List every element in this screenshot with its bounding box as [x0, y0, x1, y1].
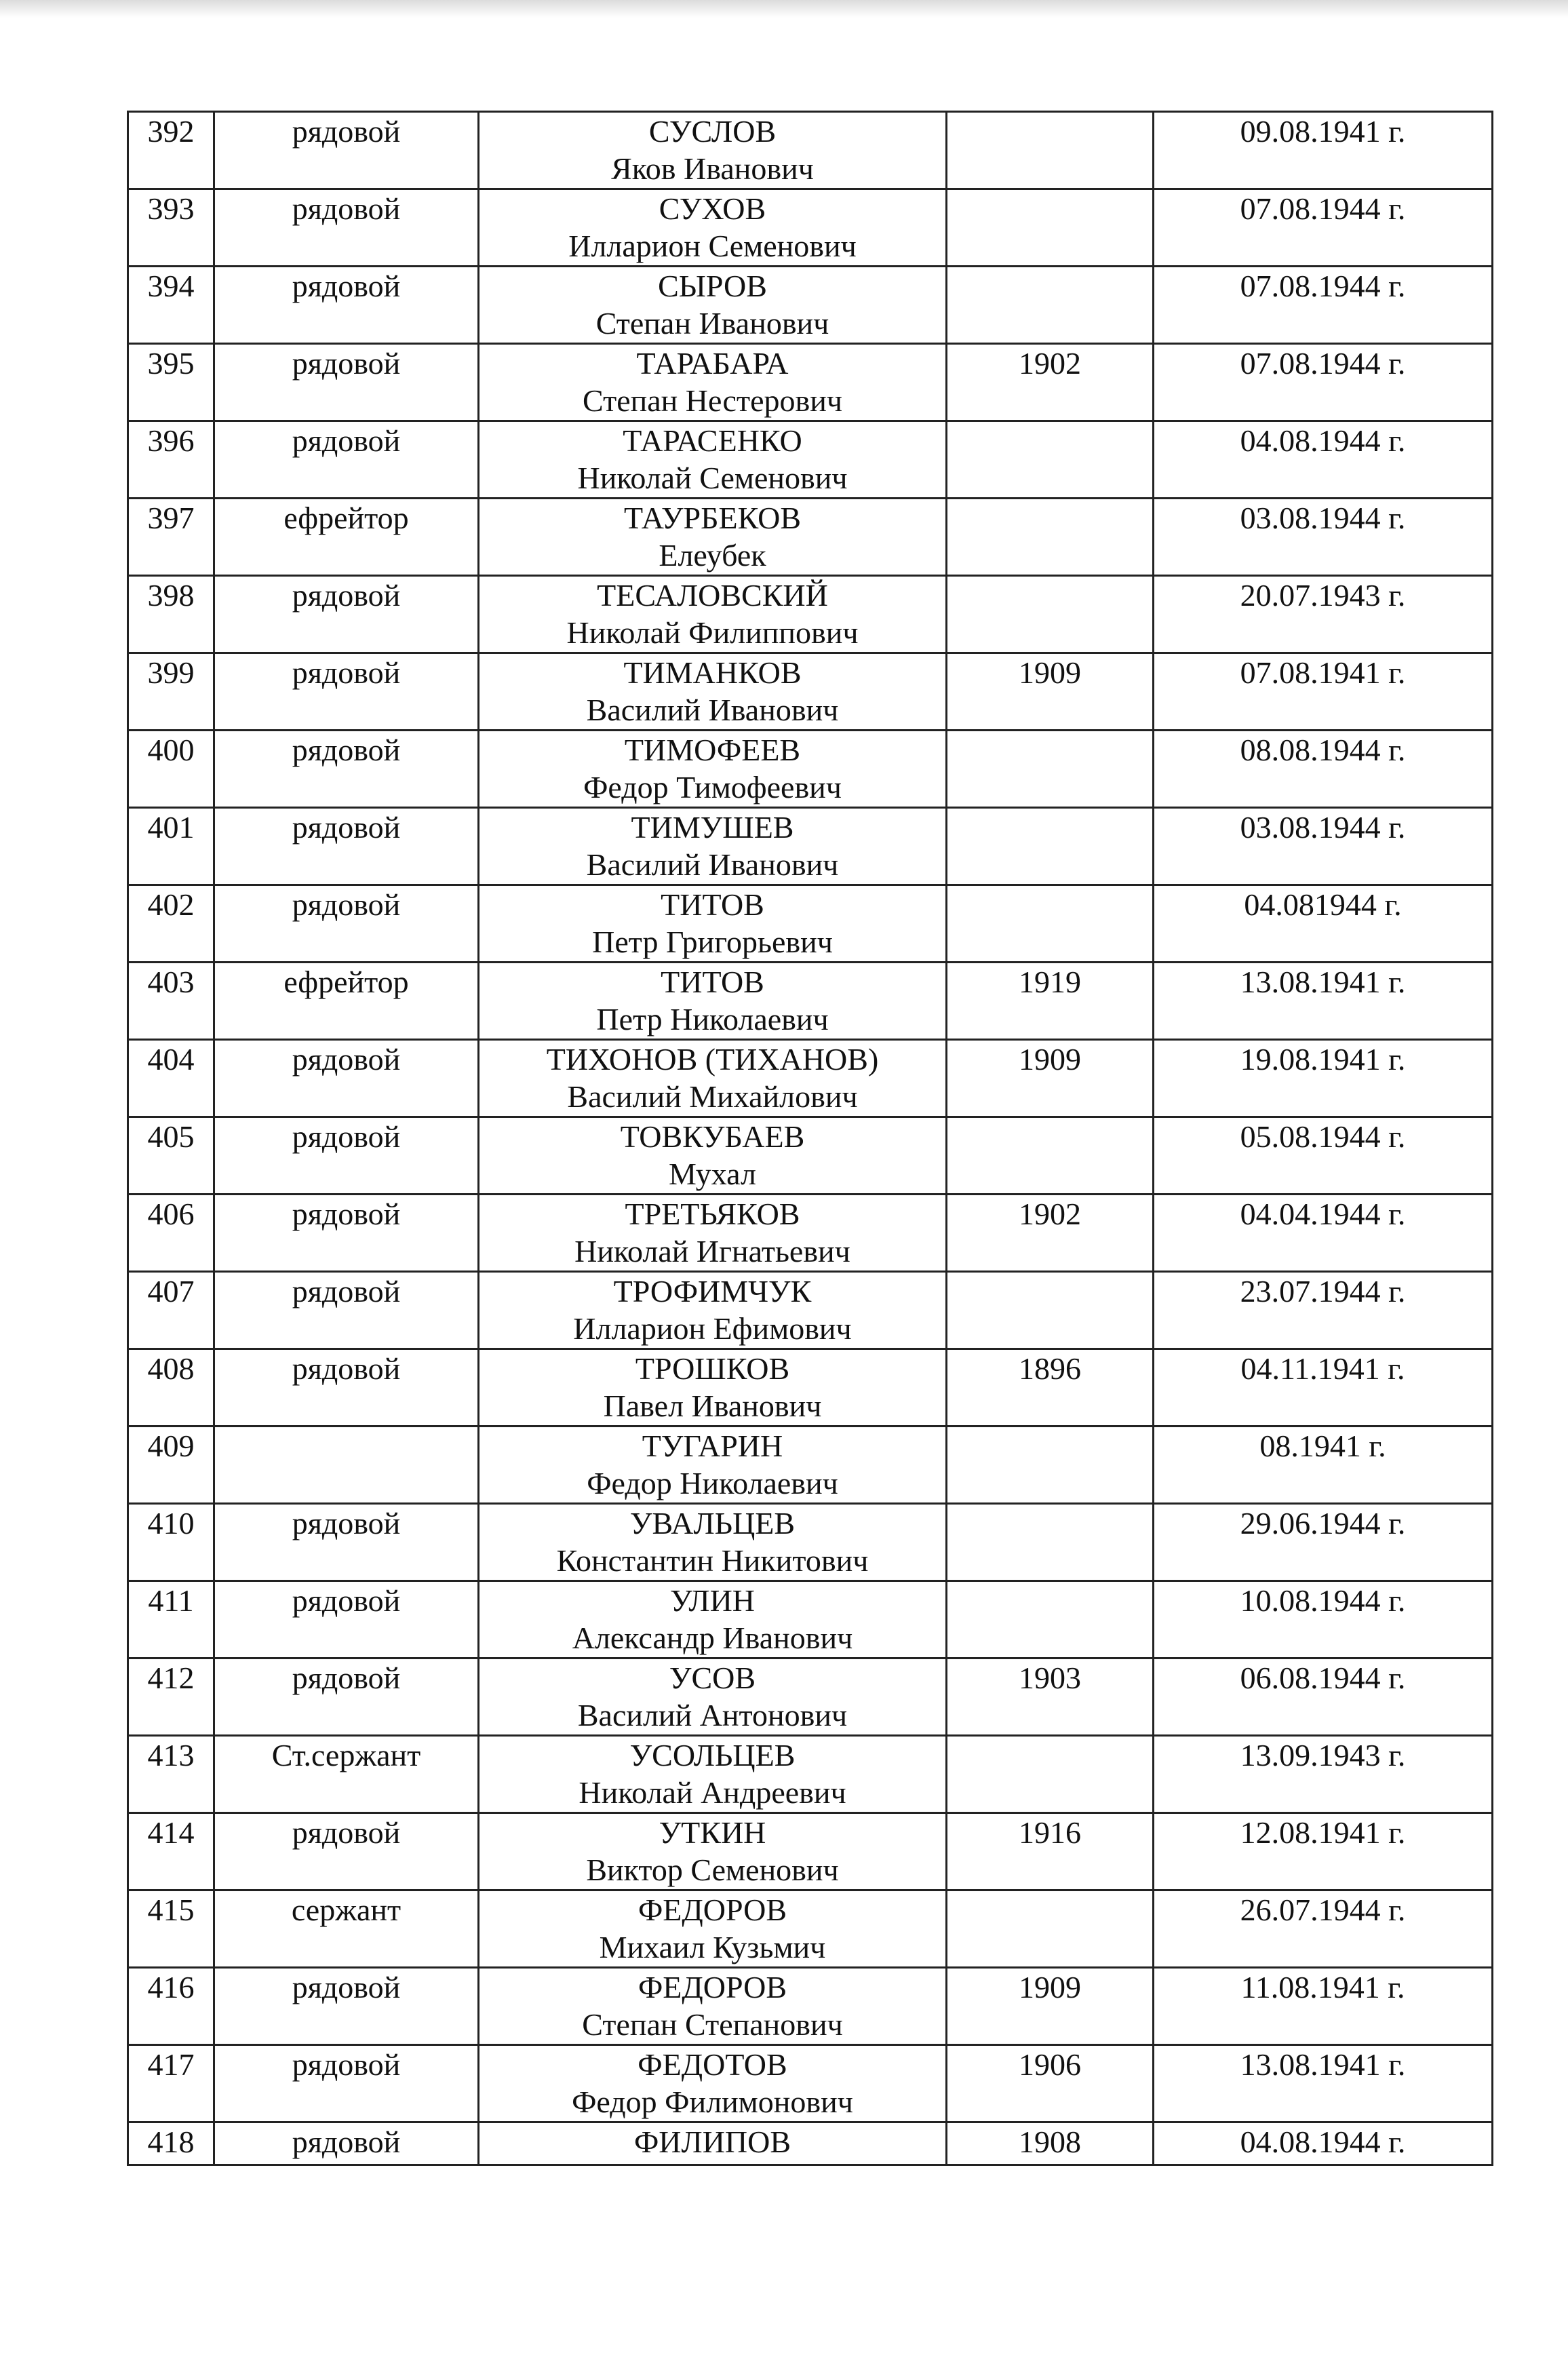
given-name-patronymic: Илларион Ефимович	[573, 1311, 852, 1346]
full-name-cell	[479, 731, 947, 808]
birth-year	[947, 808, 1154, 885]
military-rank: рядовой	[214, 885, 479, 963]
given-name-patronymic: Николай Филиппович	[566, 615, 859, 650]
military-rank: ефрейтор	[214, 499, 479, 576]
given-name-patronymic: Александр Иванович	[572, 1621, 853, 1655]
given-name-patronymic: Михаил Кузьмич	[599, 1930, 826, 1964]
military-rank: сержант	[214, 1890, 479, 1968]
surname: ТИХОНОВ (ТИХАНОВ)	[546, 1042, 879, 1077]
row-number: 392	[128, 112, 214, 189]
given-name-patronymic: Петр Николаевич	[596, 1002, 829, 1036]
military-rank: рядовой	[214, 1272, 479, 1349]
given-name-patronymic: Яков Иванович	[611, 151, 814, 186]
row-number: 418	[128, 2122, 214, 2165]
birth-year	[947, 1581, 1154, 1659]
surname: ТОВКУБАЕВ	[620, 1119, 805, 1154]
surname: ТРЕТЬЯКОВ	[625, 1197, 800, 1231]
given-name-patronymic: Василий Иванович	[586, 847, 839, 882]
table-row	[128, 344, 1493, 421]
table-row	[128, 2045, 1493, 2122]
row-number: 410	[128, 1504, 214, 1581]
military-rank: рядовой	[214, 576, 479, 653]
surname: УЛИН	[669, 1583, 756, 1618]
row-number: 396	[128, 421, 214, 499]
row-number: 397	[128, 499, 214, 576]
military-rank	[214, 1427, 479, 1504]
military-rank: рядовой	[214, 2122, 479, 2165]
surname: СУХОВ	[659, 191, 766, 226]
military-rank: рядовой	[214, 1195, 479, 1272]
surname: ФИЛИПОВ	[633, 2125, 791, 2159]
table-row	[128, 1736, 1493, 1813]
full-name-cell	[479, 421, 947, 499]
full-name-cell	[479, 1890, 947, 1968]
table-row	[128, 499, 1493, 576]
birth-year: 1909	[947, 1968, 1154, 2045]
full-name-cell	[479, 189, 947, 267]
row-number: 407	[128, 1272, 214, 1349]
military-rank: рядовой	[214, 421, 479, 499]
death-date: 07.08.1941 г.	[1154, 653, 1493, 731]
surname: ТИМОФЕЕВ	[624, 733, 801, 767]
death-date: 08.08.1944 г.	[1154, 731, 1493, 808]
surname: УВАЛЬЦЕВ	[629, 1506, 796, 1540]
surname: ТАРАСЕНКО	[623, 423, 802, 458]
table-row	[128, 112, 1493, 189]
full-name-cell	[479, 1195, 947, 1272]
table-row	[128, 885, 1493, 963]
given-name-patronymic: Елеубек	[659, 538, 766, 573]
full-name-cell	[479, 344, 947, 421]
military-rank: рядовой	[214, 731, 479, 808]
death-date: 06.08.1944 г.	[1154, 1659, 1493, 1736]
given-name-patronymic: Мухал	[669, 1157, 756, 1191]
surname: СЫРОВ	[658, 269, 767, 303]
military-rank: ефрейтор	[214, 963, 479, 1040]
given-name-patronymic: Павел Иванович	[603, 1389, 822, 1423]
surname: ФЕДОРОВ	[638, 1970, 787, 2004]
birth-year	[947, 1427, 1154, 1504]
death-date: 12.08.1941 г.	[1154, 1813, 1493, 1890]
given-name-patronymic: Василий Иванович	[586, 693, 839, 727]
table-row	[128, 1272, 1493, 1349]
table-row	[128, 1117, 1493, 1195]
table-row	[128, 1040, 1493, 1117]
surname: ТРОФИМЧУК	[613, 1274, 812, 1308]
death-date: 04.081944 г.	[1154, 885, 1493, 963]
military-rank: рядовой	[214, 1659, 479, 1736]
full-name-cell	[479, 963, 947, 1040]
surname: ТИТОВ	[661, 887, 764, 922]
birth-year	[947, 1272, 1154, 1349]
military-rank: Ст.сержант	[214, 1736, 479, 1813]
table-row	[128, 1968, 1493, 2045]
death-date: 13.08.1941 г.	[1154, 2045, 1493, 2122]
table-row	[128, 963, 1493, 1040]
row-number: 416	[128, 1968, 214, 2045]
row-number: 402	[128, 885, 214, 963]
full-name-cell	[479, 1349, 947, 1427]
table-row	[128, 2122, 1493, 2165]
given-name-patronymic: Николай Игнатьевич	[574, 1234, 850, 1268]
military-rank: рядовой	[214, 344, 479, 421]
surname: УТКИН	[659, 1815, 766, 1850]
table-row	[128, 1890, 1493, 1968]
birth-year	[947, 576, 1154, 653]
birth-year	[947, 1504, 1154, 1581]
death-date: 29.06.1944 г.	[1154, 1504, 1493, 1581]
given-name-patronymic: Николай Семенович	[577, 461, 848, 495]
surname: ТАУРБЕКОВ	[623, 501, 802, 535]
birth-year	[947, 731, 1154, 808]
row-number: 412	[128, 1659, 214, 1736]
given-name-patronymic: Илларион Семенович	[568, 229, 857, 263]
row-number: 405	[128, 1117, 214, 1195]
table-row	[128, 189, 1493, 267]
given-name-patronymic: Виктор Семенович	[586, 1853, 839, 1887]
roster-table	[127, 111, 1493, 2166]
table-row	[128, 1659, 1493, 1736]
given-name-patronymic: Федор Тимофеевич	[583, 770, 842, 804]
surname: ФЕДОРОВ	[638, 1893, 787, 1927]
table-row	[128, 653, 1493, 731]
scan-top-edge	[0, 0, 1568, 18]
birth-year: 1908	[947, 2122, 1154, 2165]
military-rank: рядовой	[214, 653, 479, 731]
military-rank: рядовой	[214, 808, 479, 885]
full-name-cell	[479, 885, 947, 963]
table-row	[128, 267, 1493, 344]
full-name-cell	[479, 653, 947, 731]
surname: ФЕДОТОВ	[638, 2047, 787, 2082]
birth-year: 1909	[947, 653, 1154, 731]
row-number: 400	[128, 731, 214, 808]
birth-year: 1906	[947, 2045, 1154, 2122]
full-name-cell	[479, 1272, 947, 1349]
death-date: 04.08.1944 г.	[1154, 421, 1493, 499]
death-date: 07.08.1944 г.	[1154, 267, 1493, 344]
row-number: 409	[128, 1427, 214, 1504]
death-date: 26.07.1944 г.	[1154, 1890, 1493, 1968]
death-date: 09.08.1941 г.	[1154, 112, 1493, 189]
surname: ТРОШКОВ	[635, 1351, 790, 1386]
death-date: 08.1941 г.	[1154, 1427, 1493, 1504]
row-number: 399	[128, 653, 214, 731]
surname: ТИМАНКОВ	[623, 655, 802, 690]
birth-year: 1903	[947, 1659, 1154, 1736]
given-name-patronymic: Константин Никитович	[556, 1543, 869, 1578]
table-row	[128, 1427, 1493, 1504]
row-number: 413	[128, 1736, 214, 1813]
given-name-patronymic: Петр Григорьевич	[592, 925, 833, 959]
given-name-patronymic: Федор Николаевич	[587, 1466, 838, 1500]
death-date: 04.04.1944 г.	[1154, 1195, 1493, 1272]
surname: УСОВ	[669, 1661, 756, 1695]
military-rank: рядовой	[214, 1504, 479, 1581]
row-number: 398	[128, 576, 214, 653]
military-rank: рядовой	[214, 1581, 479, 1659]
military-rank: рядовой	[214, 189, 479, 267]
row-number: 394	[128, 267, 214, 344]
table-row	[128, 1813, 1493, 1890]
death-date: 13.09.1943 г.	[1154, 1736, 1493, 1813]
full-name-cell	[479, 2122, 947, 2165]
table-row	[128, 1349, 1493, 1427]
row-number: 408	[128, 1349, 214, 1427]
death-date: 04.08.1944 г.	[1154, 2122, 1493, 2165]
row-number: 401	[128, 808, 214, 885]
surname: УСОЛЬЦЕВ	[629, 1738, 796, 1772]
birth-year: 1902	[947, 1195, 1154, 1272]
table-row	[128, 1195, 1493, 1272]
death-date: 03.08.1944 г.	[1154, 808, 1493, 885]
full-name-cell	[479, 576, 947, 653]
full-name-cell	[479, 1968, 947, 2045]
given-name-patronymic: Василий Антонович	[577, 1698, 848, 1732]
military-rank: рядовой	[214, 1813, 479, 1890]
given-name-patronymic: Степан Иванович	[595, 306, 829, 341]
birth-year	[947, 885, 1154, 963]
surname: ТУГАРИН	[642, 1429, 783, 1463]
surname: ТИМУШЕВ	[631, 810, 794, 845]
birth-year	[947, 112, 1154, 189]
full-name-cell	[479, 808, 947, 885]
full-name-cell	[479, 1427, 947, 1504]
birth-year: 1902	[947, 344, 1154, 421]
military-rank: рядовой	[214, 2045, 479, 2122]
full-name-cell	[479, 1659, 947, 1736]
table-row	[128, 731, 1493, 808]
full-name-cell	[479, 1736, 947, 1813]
given-name-patronymic: Федор Филимонович	[572, 2084, 853, 2119]
death-date: 03.08.1944 г.	[1154, 499, 1493, 576]
full-name-cell	[479, 1040, 947, 1117]
row-number: 395	[128, 344, 214, 421]
given-name-patronymic: Степан Степанович	[582, 2007, 843, 2042]
military-rank: рядовой	[214, 1968, 479, 2045]
birth-year: 1916	[947, 1813, 1154, 1890]
full-name-cell	[479, 1813, 947, 1890]
full-name-cell	[479, 1504, 947, 1581]
row-number: 411	[128, 1581, 214, 1659]
birth-year	[947, 1736, 1154, 1813]
birth-year	[947, 189, 1154, 267]
death-date: 04.11.1941 г.	[1154, 1349, 1493, 1427]
surname: ТЕСАЛОВСКИЙ	[597, 578, 828, 613]
military-rank: рядовой	[214, 267, 479, 344]
death-date: 23.07.1944 г.	[1154, 1272, 1493, 1349]
death-date: 07.08.1944 г.	[1154, 344, 1493, 421]
given-name-patronymic: Василий Михайлович	[567, 1079, 858, 1114]
row-number: 404	[128, 1040, 214, 1117]
military-rank: рядовой	[214, 1349, 479, 1427]
birth-year: 1896	[947, 1349, 1154, 1427]
birth-year: 1919	[947, 963, 1154, 1040]
birth-year	[947, 1890, 1154, 1968]
military-rank: рядовой	[214, 1040, 479, 1117]
table-row	[128, 1504, 1493, 1581]
death-date: 05.08.1944 г.	[1154, 1117, 1493, 1195]
row-number: 393	[128, 189, 214, 267]
birth-year	[947, 267, 1154, 344]
row-number: 403	[128, 963, 214, 1040]
death-date: 19.08.1941 г.	[1154, 1040, 1493, 1117]
birth-year	[947, 499, 1154, 576]
full-name-cell	[479, 1117, 947, 1195]
death-date: 11.08.1941 г.	[1154, 1968, 1493, 2045]
row-number: 415	[128, 1890, 214, 1968]
table-row	[128, 421, 1493, 499]
death-date: 07.08.1944 г.	[1154, 189, 1493, 267]
surname: СУСЛОВ	[648, 114, 777, 149]
death-date: 10.08.1944 г.	[1154, 1581, 1493, 1659]
birth-year	[947, 1117, 1154, 1195]
roster-body	[128, 112, 1493, 2165]
surname: ТАРАБАРА	[636, 346, 789, 381]
table-row	[128, 1581, 1493, 1659]
table-row	[128, 808, 1493, 885]
military-rank: рядовой	[214, 1117, 479, 1195]
full-name-cell	[479, 1581, 947, 1659]
birth-year: 1909	[947, 1040, 1154, 1117]
row-number: 414	[128, 1813, 214, 1890]
row-number: 417	[128, 2045, 214, 2122]
full-name-cell	[479, 499, 947, 576]
death-date: 20.07.1943 г.	[1154, 576, 1493, 653]
full-name-cell	[479, 112, 947, 189]
table-row	[128, 576, 1493, 653]
military-rank: рядовой	[214, 112, 479, 189]
birth-year	[947, 421, 1154, 499]
given-name-patronymic: Николай Андреевич	[579, 1775, 846, 1810]
death-date: 13.08.1941 г.	[1154, 963, 1493, 1040]
row-number: 406	[128, 1195, 214, 1272]
full-name-cell	[479, 2045, 947, 2122]
given-name-patronymic: Степан Нестерович	[583, 383, 842, 418]
surname: ТИТОВ	[661, 965, 764, 999]
full-name-cell	[479, 267, 947, 344]
